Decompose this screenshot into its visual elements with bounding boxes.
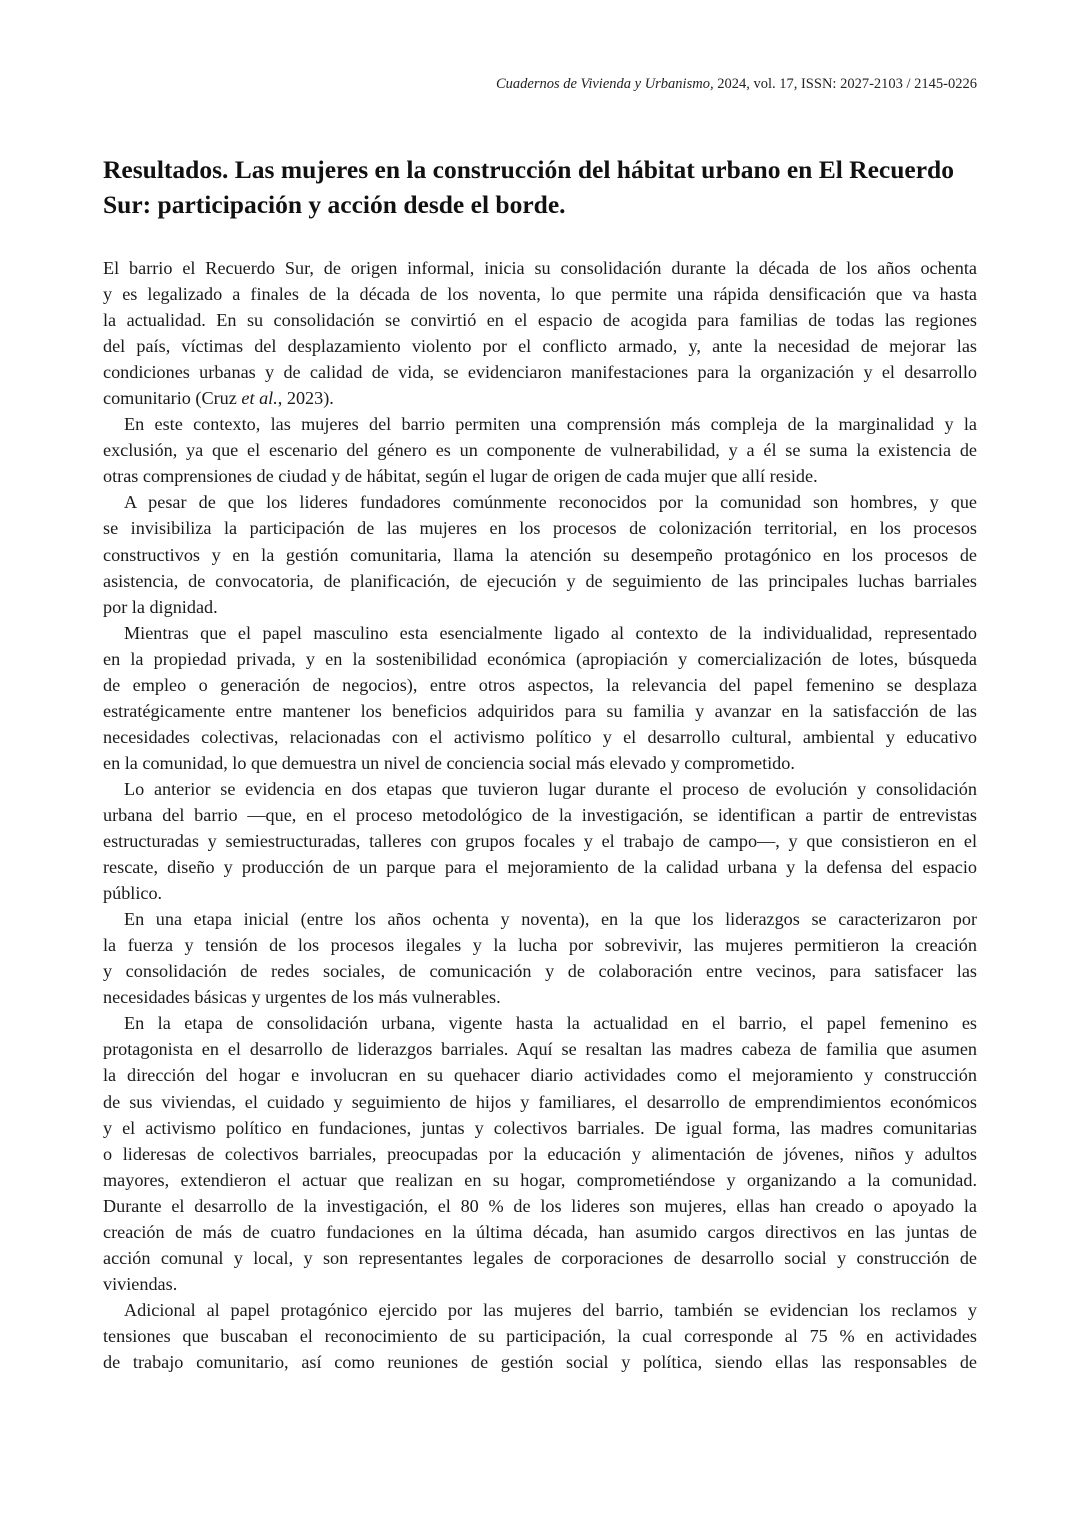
paragraph [103,411,977,489]
text-line: en la comunidad, lo que demuestra un nivel de conciencia social más elevado y comprometido. [103,752,795,773]
text-line: constructivos y en la gestión comunitaria, llama la atención su desempeño protagónico en los procesos de [103,544,977,565]
paragraph [103,776,977,906]
text-line: la actualidad. En su consolidación se convirtió en el espacio de acogida para familias de todas las regiones [103,310,977,331]
journal-details: 2024, vol. 17, ISSN: 2027-2103 / 2145-0226 [713,76,977,92]
journal-name: Cuadernos de Vivienda y Urbanismo, [495,76,714,92]
text-line: tensiones que buscaban el reconocimiento de su participación, la cual corresponde al 75 % en actividades [103,1325,977,1346]
citation-etal: et al. [241,388,278,409]
text-line: Durante el desarrollo de la investigación, el 80 % de los lideres son mujeres, ellas han creado o apoyado la [103,1195,977,1216]
paragraph [103,1010,977,1297]
section-title-line: Sur: participación y acción desde el borde. [103,190,566,219]
text-line: necesidades colectivas, relacionadas con el activismo político y el desarrollo cultural, ambiental y educativo [103,726,977,747]
text-line: de sus viviendas, el cuidado y seguimiento de hijos y familiares, el desarrollo de emprendimientos económicos [103,1091,977,1112]
citation-year: , 2023). [277,388,334,409]
text-line: Lo anterior se evidencia en dos etapas que tuvieron lugar durante el proceso de evolución y consolidación [124,778,977,799]
paragraph [103,620,977,776]
text-line: acción comunal y local, y son representantes legales de corporaciones de desarrollo social y construcción de [103,1247,977,1268]
text-line: Adicional al papel protagónico ejercido por las mujeres del barrio, también se evidencian los reclamos y [124,1299,977,1320]
text-line: la fuerza y tensión de los procesos ilegales y la lucha por sobrevivir, las mujeres permitieron la creación [103,935,977,956]
text-line: mayores, extendieron el actuar que realizan en su hogar, comprometiéndose y organizando a la comunidad. [103,1169,977,1190]
text-line: y es legalizado a finales de la década de los noventa, lo que permite una rápida densificación que va hasta [103,284,977,305]
text-line: exclusión, ya que el escenario del género es un componente de vulnerabilidad, y a él se suma la existencia de [103,440,977,461]
text-line: En este contexto, las mujeres del barrio permiten una comprensión más compleja de la marginalidad y la [124,414,977,435]
text-line: El barrio el Recuerdo Sur, de origen informal, inicia su consolidación durante la década de los años ochenta [103,258,977,278]
article-body [103,255,977,1375]
text-line: o lideresas de colectivos barriales, preocupadas por la educación y alimentación de jóvenes, niños y adultos [103,1143,977,1164]
citation-line [103,385,977,411]
text-line: estratégicamente entre mantener los beneficios adquiridos para su familia y avanzar en la satisfacción de las [103,700,977,721]
text-line: y el activismo político en fundaciones, juntas y colectivos barriales. De igual forma, las madres comunitarias [103,1117,977,1138]
text-line: urbana del barrio —que, en el proceso metodológico de la investigación, se identifican a partir de entrevistas [103,804,977,825]
text-line: la dirección del hogar e involucran en su quehacer diario actividades como el mejoramiento y construcción [103,1065,977,1086]
text-line: En una etapa inicial (entre los años ochenta y noventa), en la que los liderazgos se caracterizaron por [124,909,977,930]
text-line: condiciones urbanas y de calidad de vida, se evidenciaron manifestaciones para la organización y el desarrollo [103,362,977,383]
text-line: necesidades básicas y urgentes de los más vulnerables. [103,987,501,1008]
text-line: protagonista en el desarrollo de liderazgos barriales. Aquí se resaltan las madres cabeza de familia que asumen [103,1039,977,1060]
text-line: Mientras que el papel masculino esta esencialmente ligado al contexto de la individualidad, representado [124,622,977,643]
text-line: rescate, diseño y producción de un parque para el mejoramiento de la calidad urbana y la defensa del espacio [103,857,977,878]
text-line: público. [103,883,163,904]
text-line: se invisibiliza la participación de las mujeres en los procesos de colonización territorial, en los procesos [103,518,977,539]
text-line: de trabajo comunitario, así como reuniones de gestión social y política, siendo ellas las responsables de [103,1351,977,1372]
paragraph [103,489,977,619]
text-line: En la etapa de consolidación urbana, vigente hasta la actualidad en el barrio, el papel femenino es [124,1013,977,1034]
citation-text: comunitario (Cruz [103,388,242,409]
text-line: en la propiedad privada, y en la sostenibilidad económica (apropiación y comercialización de lotes, búsqueda [103,648,977,669]
paragraph [103,906,977,1010]
text-line: otras comprensiones de ciudad y de hábitat, según el lugar de origen de cada mujer que allí reside. [103,466,818,487]
paragraph [103,1297,977,1375]
text-line: creación de más de cuatro fundaciones en la última década, han asumido cargos directivos en las juntas de [103,1221,977,1242]
text-line: y consolidación de redes sociales, de comunicación y de colaboración entre vecinos, para satisfacer las [103,961,977,982]
paragraph [103,255,977,411]
text-line: del país, víctimas del desplazamiento violento por el conflicto armado, y, ante la necesidad de mejorar las [103,336,977,357]
running-header [496,76,977,93]
section-title [103,152,993,222]
section-title-line: Resultados. Las mujeres en la construcción del hábitat urbano en El Recuerdo [103,155,954,184]
text-line: estructuradas y semiestructuradas, talleres con grupos focales y el trabajo de campo—, y que consistieron en el [103,831,977,852]
text-line: viviendas. [103,1273,178,1294]
text-line: A pesar de que los lideres fundadores comúnmente reconocidos por la comunidad son hombres, y que [124,492,977,513]
text-line: por la dignidad. [103,596,218,617]
text-line: de empleo o generación de negocios), entre otros aspectos, la relevancia del papel femenino se desplaza [103,674,977,695]
text-line: asistencia, de convocatoria, de planificación, de ejecución y de seguimiento de las principales luchas barriales [103,570,977,591]
